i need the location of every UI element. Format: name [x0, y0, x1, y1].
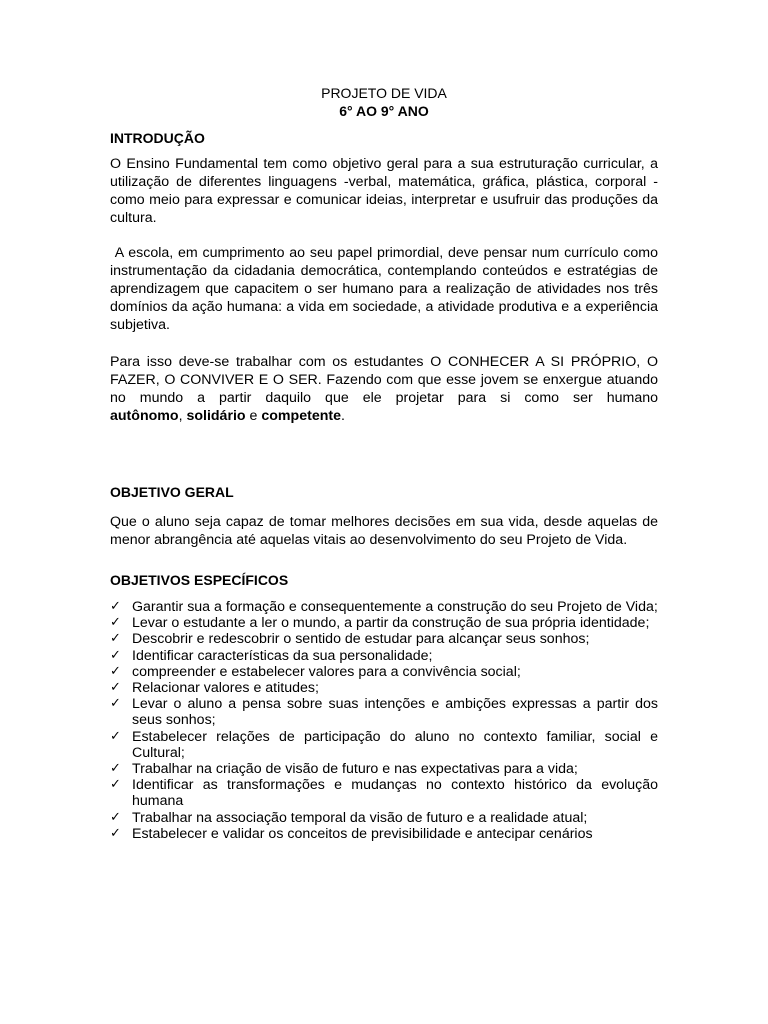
- intro-paragraph-3: [110, 353, 658, 425]
- check-icon: ✓: [110, 809, 121, 825]
- objetivo-geral-heading: OBJETIVO GERAL: [110, 484, 234, 500]
- objetivos-especificos-list: [110, 599, 658, 842]
- objetivo-item: [110, 599, 658, 615]
- objetivo-geral-text: Que o aluno seja capaz de tomar melhores decisões em sua vida, desde aquelas de menor abrangência até aquelas vitais ao desenvolvimento do seu Projeto de Vida.: [110, 514, 658, 548]
- objetivo-item-text: Estabelecer relações de participação do aluno no contexto familiar, social e Cultural;: [132, 728, 658, 761]
- objetivo-item: [110, 826, 658, 842]
- check-icon: ✓: [110, 615, 121, 631]
- objetivo-item-text: Relacionar valores e atitudes;: [132, 680, 319, 697]
- objetivo-item: [110, 664, 658, 680]
- intro-p3-sep1: ,: [178, 408, 187, 424]
- objetivo-item-text: Estabelecer e validar os conceitos de previsibilidade e antecipar cenários: [132, 825, 593, 842]
- objetivo-item-text: Identificar as transformações e mudanças no contexto histórico da evolução humana: [132, 777, 658, 810]
- objetivo-item-text: Identificar características da sua personalidade;: [132, 647, 433, 664]
- objetivo-item: [110, 680, 658, 696]
- intro-p3-end: .: [341, 408, 345, 424]
- objetivo-item: [110, 615, 658, 631]
- check-icon: ✓: [110, 728, 121, 744]
- check-icon: ✓: [110, 631, 121, 647]
- intro-p3-bold-autonomo: autônomo: [110, 408, 179, 424]
- intro-p3-text: Para isso deve-se trabalhar com os estudantes O CONHECER A SI PRÓPRIO, O FAZER, O CONVIVER E O SER. Fazendo com que esse jovem se enxergue atuando no mundo a partir daquilo que ele projetar para si como ser humano: [110, 354, 658, 406]
- check-icon: ✓: [110, 777, 121, 793]
- objetivo-item-text: Trabalhar na criação de visão de futuro e nas expectativas para a vida;: [132, 761, 578, 778]
- objetivo-item-text: Trabalhar na associação temporal da visão de futuro e a realidade atual;: [132, 809, 588, 826]
- document-title: PROJETO DE VIDA: [321, 85, 447, 101]
- objetivo-item: [110, 761, 658, 777]
- intro-p3-sep2: e: [245, 408, 262, 424]
- document-content: [110, 84, 662, 842]
- check-icon: ✓: [110, 599, 121, 614]
- intro-p3-bold-solidario: solidário: [186, 408, 246, 424]
- objetivo-item: [110, 810, 658, 826]
- intro-p3-bold-competente: competente: [261, 408, 341, 424]
- intro-heading: INTRODUÇÃO: [110, 130, 205, 146]
- objetivo-item: [110, 648, 658, 664]
- check-icon: ✓: [110, 696, 121, 712]
- check-icon: ✓: [110, 663, 121, 679]
- objetivo-item-text: Garantir sua a formação e consequentemente a construção do seu Projeto de Vida;: [132, 599, 658, 615]
- objetivo-item: [110, 729, 658, 761]
- document-subtitle: 6° AO 9° ANO: [339, 103, 429, 119]
- check-icon: ✓: [110, 761, 121, 777]
- check-icon: ✓: [110, 647, 121, 663]
- objetivo-item-text: Descobrir e redescobrir o sentido de estudar para alcançar seus sonhos;: [132, 631, 590, 648]
- objetivo-item: [110, 696, 658, 728]
- intro-paragraph-2: A escola, em cumprimento ao seu papel primordial, deve pensar num currículo como instrumentação da cidadania democrática, contemplando conteúdos e estratégias de aprendizagem que capacitem o ser humano para a realização de atividades nos três domínios da ação humana: a vida em sociedade, a atividade produtiva e a experiência subjetiva.: [110, 245, 662, 333]
- objetivo-item: [110, 631, 658, 647]
- intro-paragraph-1: O Ensino Fundamental tem como objetivo geral para a sua estruturação curricular, a utilização de diferentes linguagens -verbal, matemática, gráfica, plástica, corporal -como meio para expressar e comunicar ideias, interpretar e usufruir das produções da cultura.: [110, 156, 658, 226]
- objetivos-especificos-heading: OBJETIVOS ESPECÍFICOS: [110, 572, 289, 588]
- check-icon: ✓: [110, 680, 121, 696]
- objetivo-item-text: compreender e estabelecer valores para a convivência social;: [132, 663, 521, 680]
- objetivo-item-text: Levar o aluno a pensa sobre suas intenções e ambições expressas a partir dos seus sonhos;: [132, 696, 658, 729]
- objetivo-item: [110, 777, 658, 809]
- objetivo-item-text: Levar o estudante a ler o mundo, a partir da construção de sua própria identidade;: [132, 615, 650, 632]
- check-icon: ✓: [110, 825, 121, 841]
